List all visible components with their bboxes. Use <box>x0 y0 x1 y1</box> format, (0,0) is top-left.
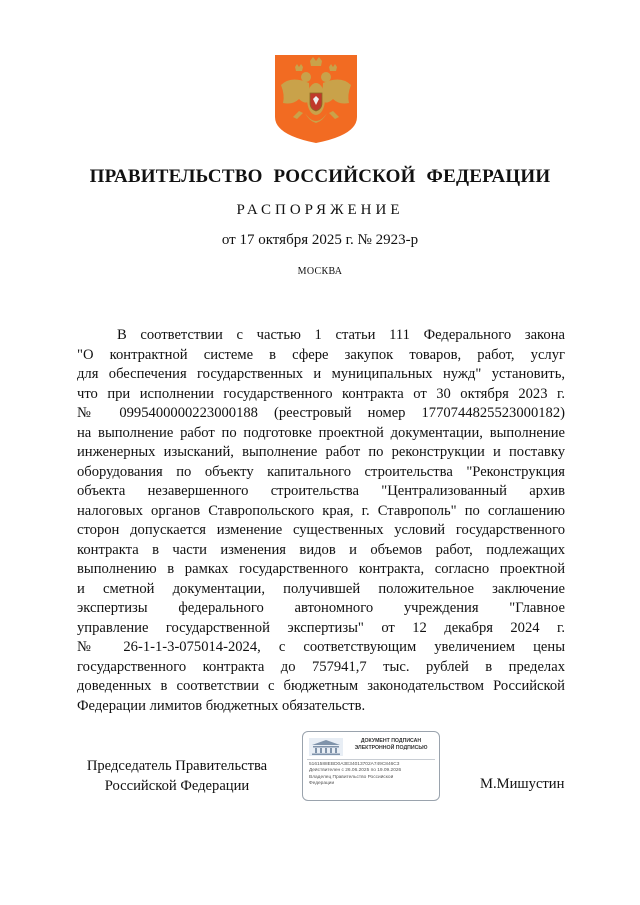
body-line: "О контрактной системе в сфере закупок товаров, работ, услуг <box>77 346 565 363</box>
government-title: ПРАВИТЕЛЬСТВО РОССИЙСКОЙ ФЕДЕРАЦИИ <box>89 166 551 187</box>
coat-of-arms-icon <box>275 55 357 143</box>
signer-position-line: Российской Федерации <box>104 777 250 794</box>
esign-details <box>309 762 435 788</box>
body-line: Федерации лимитов бюджетных обязательств. <box>77 697 366 714</box>
esign-owner: Федерации <box>309 781 335 787</box>
body-line: № 26-1-1-3-075014-2024, с соответствующим увеличением цены <box>77 639 565 655</box>
esign-certificate: 5161588EBD0A3E34013702A749C846C3 <box>309 762 400 767</box>
electronic-signature-stamp <box>302 731 440 801</box>
signer-position <box>77 757 277 796</box>
esign-owner: Владелец Правительство Российской <box>309 774 394 780</box>
body-line: налоговых органов Ставропольского края, г. Ставрополь" по соглашению <box>77 502 565 519</box>
body-line: контракта в части изменения видов и объемов работ, подлежащих <box>77 541 565 558</box>
document-type: РАСПОРЯЖЕНИЕ <box>236 202 404 218</box>
body-line: экспертизы федерального автономного учреждения "Главное <box>77 600 565 616</box>
body-line: что при исполнении государственного контракта от 30 октября 2023 г. <box>77 385 565 402</box>
body-line: государственного контракта до 757941,7 тыс. рублей в пределах <box>77 658 565 675</box>
body-line: управление государственной экспертизы" от 12 декабря 2024 г. <box>77 619 565 636</box>
body-line: на выполнение работ по подготовке проектной документации, выполнение <box>77 424 565 441</box>
body-line: инженерных изысканий, выполнение работ по реконструкции и поставку <box>77 444 565 460</box>
order-body-text <box>77 326 565 716</box>
esign-header <box>347 738 435 751</box>
body-line: сторон допускается изменение существенных условий государственного <box>77 522 565 538</box>
body-line: для обеспечения государственных и муниципальных нужд" установить, <box>77 366 565 382</box>
esign-header-line: ДОКУМЕНТ ПОДПИСАН <box>360 738 422 744</box>
signer-position-line: Председатель Правительства <box>86 758 268 774</box>
esign-validity: Действителен с 26.06.2025 по 19.09.2026 <box>309 768 402 774</box>
body-line: оборудования по объекту капитального строительства "Реконструкция <box>77 463 565 480</box>
body-line: В соответствии с частью 1 статьи 111 Федерального закона <box>117 327 565 343</box>
body-line: объекта незавершенного строительства "Централизованный архив <box>77 483 565 499</box>
body-line: доведенных в соответствии с бюджетным законодательством Российской <box>77 678 565 694</box>
body-line: и сметной документации, получившей положительное заключение <box>77 580 565 597</box>
document-date-number: от 17 октября 2025 г. № 2923-р <box>221 232 419 248</box>
esign-header-line: ЭЛЕКТРОННОЙ ПОДПИСЬЮ <box>354 744 428 751</box>
esign-divider <box>307 759 435 760</box>
signer-name: М.Мишустин <box>480 776 565 792</box>
body-line: выполнению в рамках государственного контракта, согласно проектной <box>77 561 565 577</box>
document-city: МОСКВА <box>297 266 343 277</box>
government-building-icon <box>309 738 343 756</box>
body-line: № 0995400000223000188 (реестровый номер 1770744825523000182) <box>77 405 565 421</box>
